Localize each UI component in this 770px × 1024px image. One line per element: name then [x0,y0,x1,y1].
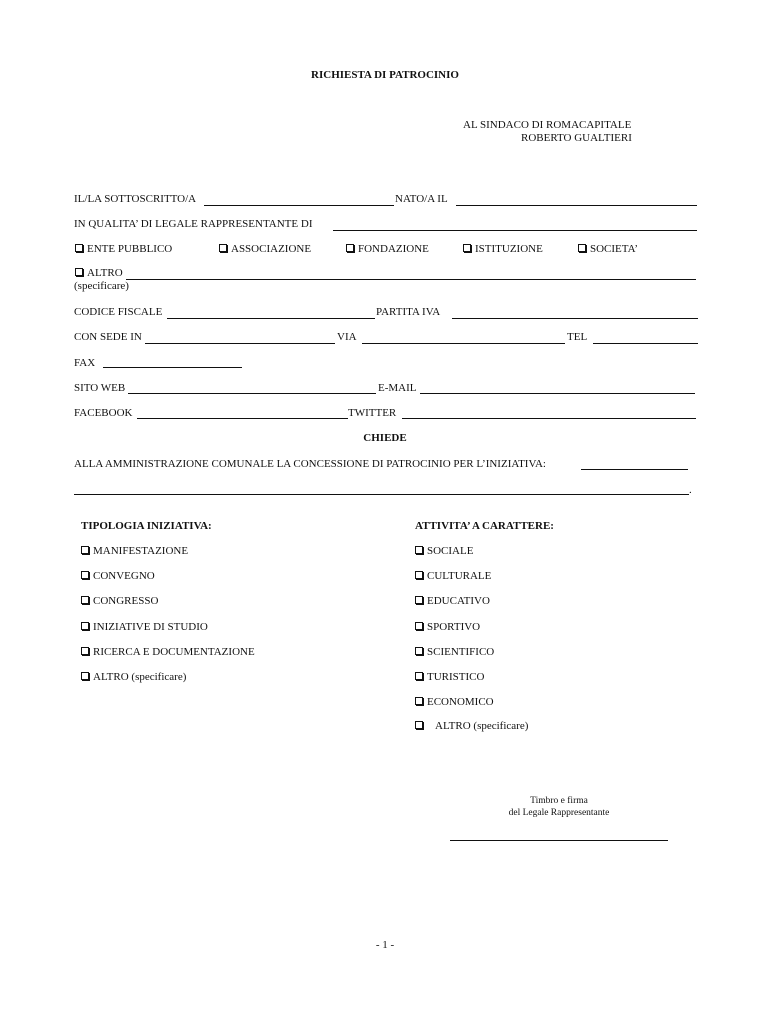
attivita-label: SPORTIVO [427,621,481,633]
label-codice-fiscale: CODICE FISCALE [74,306,163,318]
attivita-label: ECONOMICO [427,696,494,708]
label-istituzione: ISTITUZIONE [475,243,543,255]
checkbox-associazione[interactable] [219,243,311,255]
tipologia-label: MANIFESTAZIONE [93,545,189,557]
label-sito-web: SITO WEB [74,382,126,394]
input-line-qualita[interactable] [333,230,697,231]
label-specificare: (specificare) [74,280,129,292]
tipologia-label: RICERCA E DOCUMENTAZIONE [93,646,255,658]
label-societa: SOCIETA’ [590,243,639,255]
checkbox-icon [415,672,423,680]
tipologia-option[interactable] [81,621,208,633]
input-line-twitter[interactable] [402,418,696,419]
checkbox-icon [415,647,423,655]
tipologia-option[interactable] [81,595,158,607]
attivita-option-altro[interactable] [415,720,528,732]
label-facebook: FACEBOOK [74,407,133,419]
checkbox-altro[interactable] [75,267,123,279]
label-tel: TEL [567,331,588,343]
tipologia-header: TIPOLOGIA INIZIATIVA: [81,520,212,532]
checkbox-icon [346,244,354,252]
period-mark: . [689,484,692,496]
tipologia-option[interactable] [81,545,188,557]
label-qualita: IN QUALITA’ DI LEGALE RAPPRESENTANTE DI [74,218,313,230]
attivita-altro-label: ALTRO [435,720,471,732]
checkbox-icon [81,571,89,579]
checkbox-icon [415,721,423,729]
checkbox-icon [75,268,83,276]
attivita-label: SOCIALE [427,545,474,557]
attivita-label: SCIENTIFICO [427,646,495,658]
input-line-fax[interactable] [103,367,242,368]
input-line-nato[interactable] [456,205,697,206]
input-line-sede[interactable] [145,343,335,344]
label-associazione: ASSOCIAZIONE [231,243,312,255]
input-line-iniziativa[interactable] [581,469,688,470]
request-text: ALLA AMMINISTRAZIONE COMUNALE LA CONCESSIONE DI PATROCINIO PER L’INIZIATIVA: [74,458,546,470]
input-line-tel[interactable] [593,343,698,344]
input-line-email[interactable] [420,393,695,394]
checkbox-icon [463,244,471,252]
signature-label-1: Timbro e firma [530,796,588,806]
tipologia-label: CONGRESSO [93,595,159,607]
chiede-heading: CHIEDE [363,432,407,444]
checkbox-icon [75,244,83,252]
attivita-label: CULTURALE [427,570,492,582]
checkbox-icon [415,546,423,554]
input-line-facebook[interactable] [137,418,348,419]
label-nato: NATO/A IL [395,193,448,205]
tipologia-label: CONVEGNO [93,570,155,582]
input-line-partita-iva[interactable] [452,318,698,319]
checkbox-icon [81,647,89,655]
label-partita-iva: PARTITA IVA [376,306,441,318]
attivita-option[interactable] [415,595,490,607]
input-line-via[interactable] [362,343,565,344]
label-twitter: TWITTER [348,407,397,419]
tipologia-option[interactable] [81,646,255,658]
attivita-option[interactable] [415,671,484,683]
checkbox-icon [578,244,586,252]
document-title: RICHIESTA DI PATROCINIO [311,69,459,81]
tipologia-option[interactable] [81,570,155,582]
attivita-option[interactable] [415,570,491,582]
page-number: - 1 - [375,939,395,951]
label-fondazione: FONDAZIONE [358,243,429,255]
label-ente-pubblico: ENTE PUBBLICO [87,243,173,255]
input-line-altro[interactable] [126,279,696,280]
label-altro: ALTRO [87,267,123,279]
label-con-sede-in: CON SEDE IN [74,331,142,343]
attivita-option[interactable] [415,646,494,658]
checkbox-icon [219,244,227,252]
attivita-option[interactable] [415,545,473,557]
label-email: E-MAIL [378,382,417,394]
checkbox-icon [81,622,89,630]
label-sottoscritto: IL/LA SOTTOSCRITTO/A [74,193,197,205]
signature-line[interactable] [450,840,668,841]
checkbox-icon [81,672,89,680]
checkbox-societa[interactable] [578,243,638,255]
recipient-line-1: AL SINDACO DI ROMACAPITALE [463,119,632,131]
checkbox-icon [415,596,423,604]
input-line-iniziativa-continuation[interactable] [74,494,689,495]
attivita-header: ATTIVITA’ A CARATTERE: [415,520,554,532]
checkbox-ente-pubblico[interactable] [75,243,172,255]
tipologia-label: ALTRO (specificare) [93,671,187,683]
input-line-sito-web[interactable] [128,393,376,394]
recipient-line-2: ROBERTO GUALTIERI [521,132,632,144]
signature-label-2: del Legale Rappresentante [508,808,610,818]
attivita-option[interactable] [415,696,494,708]
checkbox-icon [415,622,423,630]
attivita-option[interactable] [415,621,480,633]
tipologia-label: INIZIATIVE DI STUDIO [93,621,208,633]
label-via: VIA [337,331,357,343]
checkbox-icon [81,546,89,554]
input-line-sottoscritto[interactable] [204,205,394,206]
checkbox-icon [81,596,89,604]
attivita-altro-specificare: (specificare) [473,720,529,732]
checkbox-fondazione[interactable] [346,243,429,255]
tipologia-option[interactable] [81,671,186,683]
checkbox-icon [415,697,423,705]
attivita-label: TURISTICO [427,671,485,683]
checkbox-istituzione[interactable] [463,243,543,255]
attivita-label: EDUCATIVO [427,595,490,607]
label-fax: FAX [74,357,96,369]
checkbox-icon [415,571,423,579]
input-line-codice-fiscale[interactable] [167,318,375,319]
